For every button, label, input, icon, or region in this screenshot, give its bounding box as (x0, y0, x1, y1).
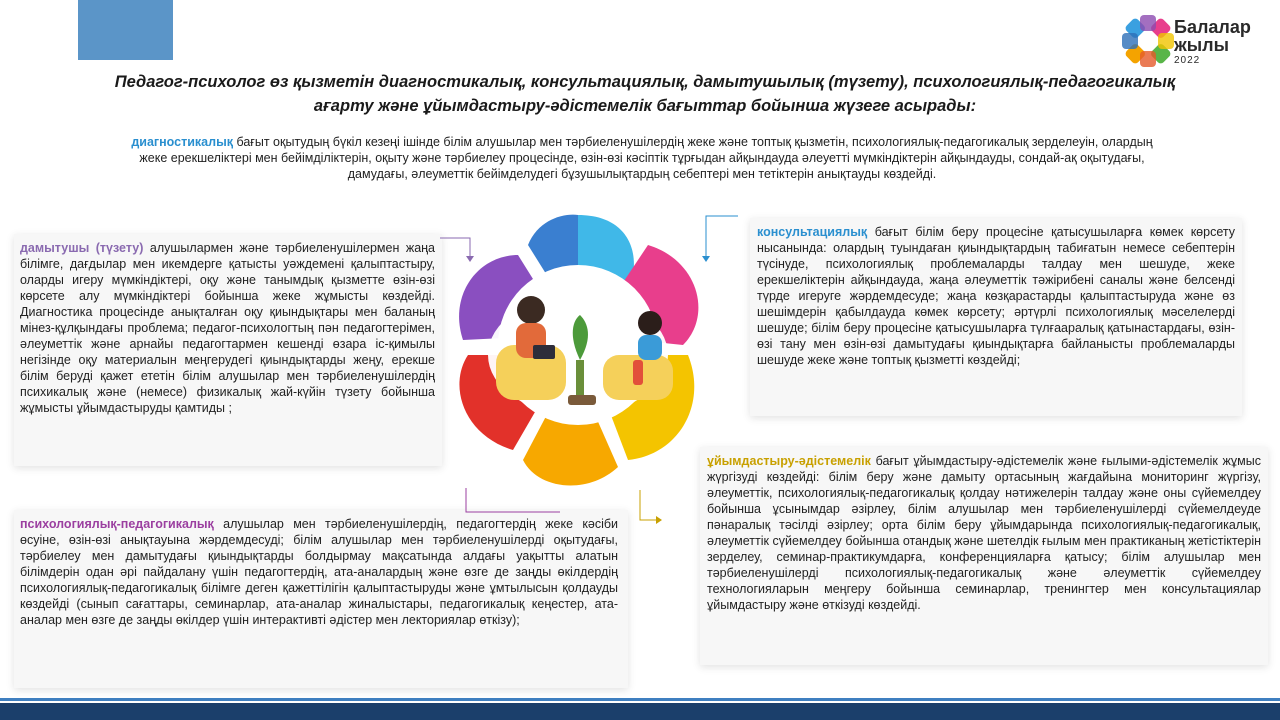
psychoeducational-keyword: психологиялық-педагогикалық (20, 517, 214, 531)
footer-accent-line (0, 698, 1280, 701)
psychoeducational-text: алушылар мен тәрбиеленушілердің, педагогтердің жеке кәсіби өсуіне, өзін-өзі анықтауына жәрдемдесуді; білім алушылар мен тәрбиеленушілерді оқытудағы, тәрбиелеу мен дамытудағы қиындықтарды болдырмау мақсатында алдағы уақытты алатын білімдерін одан әрі пайдалану үшін педагогтердің, ата-аналардың және өзге де заңды өкілдердің психологиялық-педагогикалық білімге деген қажеттілігін қалыптастыруды және ұмтылысын қолдауды көздейді (сынып сағаттары, семинарлар, ата-аналар жиналыстары, педагогикалық кеңестер, ата-аналар мен өзге де заңды өкілдер үшін интерактивті әдістер мен лекториялар өткізу); (20, 517, 618, 627)
logo-year: 2022 (1174, 55, 1201, 66)
developmental-text: алушылармен және тәрбиеленушілермен жаңа білімге, дағдылар мен икемдерге қатысты уәждемені қалыптастыру, оларды игеру мүмкіндіктері, оқу және танымдық қызметте өзін-өзі көрсете алу мүмкіндіктері бойынша жеке жұмысты көздейді. Диагностика процесінде анықталған оқу қиындықтары мен баланың мінез-құлқындағы проблема; педагог-психологтың пән педагогтерімен, әлеуметтік және арнайы педагогтармен кешенді өзара іс-қимылы негізінде оқу материалын меңгерудегі қиындықтарды жеңу, ерекше білім беруді қажет ететін білім алушылар мен тәрбиеленушілердің психикалық және (немесе) физикалық жай-күйін түзету бойынша жұмысты ұйымдастыруды қамтиды ; (20, 241, 435, 415)
developmental-paragraph (20, 240, 435, 416)
psychoeducational-paragraph (20, 516, 618, 628)
consultative-text: бағыт білім беру процесіне қатысушыларға көмек көрсету нысанында: олардың туындаған қиындықтардың табиғатын немесе себептерін түсінуде, психологиялық проблемаларды талдау мен шешуде, жеке ерекшеліктерін айқындауда, жаңа әлеуметтік тәжірибені саналы және белсенді түрде игеруге жәрдемдесуде; жаңа көзқарастарды қалыптастыруда және өз шешімдерін қабылдауда көмек көрсету; әртүрлі психологиялық мәселелерді шешуде; білім беру процесіне қатысушыларға түлғааралық қатынастардағы, өзін-өзі тану мен өзін-өзі дамытудағы қиындықтарға байланысты проблемаларды шешуде жеке және топтық қызметті көздейді; (757, 225, 1235, 367)
diagnostic-keyword: диагностикалық (131, 135, 233, 149)
diagnostic-text: бағыт оқытудың бүкіл кезеңі ішінде білім алушылар мен тәрбиеленушілердің жеке және топтық қызметін, психологиялық-педагогикалық зерделеуін, олардың жеке ерекшеліктері мен бейімділіктерін, оқыту және тәрбиелеу процесінде, өзін-өзі кәсіптік тұрғыдан айқындауда әлеуетті мүмкіндіктерін айқындауды, сондай-ақ оқытудағы, дамудағы, әлеуметтік бейімделудегі бұзушылықтардың себептері мен тетіктерін анықтауды көздейді. (139, 135, 1153, 181)
developmental-keyword: дамытушы (түзету) (20, 241, 144, 255)
organizational-paragraph (707, 453, 1261, 613)
psychologist-illustration (438, 205, 718, 495)
organizational-text: бағыт ұйымдастыру-әдістемелік және ғылыми-әдістемелік жұмыс жүргізуді көздейді: білім беру және дамыту ортасының жағдайына мониторинг жүргізу, әлеуметтік, психологиялық-педагогикалық қолдау нәтижелерін талдау және оны сүйемелдеу бойынша ұсынымдар әзірлеу, білім алушылар мен тәрбиеленушілерді сүйемелдеуде пәнаралық тәсілді әзірлеу; орта білім беру ұйымдарында психологиялық-педагогикалық, әлеуметтік сүйемелдеу бойынша отандық және шетелдік ғылым мен практиканың жетістіктерін зерделеу, семинар-практикумдарға, конференцияларға қатысу; білім алушылар мен тәрбиеленушілерді психологиялық-педагогикалық және әлеуметтік сүйемелдеу технологияларын меңгеру бойынша семинарлар, тренингтер мен консультациялар ұйымдастыру және өткізуді көздейді. (707, 454, 1261, 612)
consultative-keyword: консультациялық (757, 225, 868, 239)
organizational-keyword: ұйымдастыру-әдістемелік (707, 454, 871, 468)
header-blue-block (78, 0, 173, 60)
footer-band (0, 703, 1280, 720)
diagnostic-paragraph (122, 134, 1162, 182)
consultative-paragraph (757, 224, 1235, 368)
logo-text (1174, 18, 1251, 68)
logo-line2: жылы (1174, 35, 1229, 55)
page-heading: Педагог-психолог өз қызметін диагностикалық, консультациялық, дамытушылық (түзету), психологиялық-педагогикалық ағарту және ұйымдастыру-әдістемелік бағыттар бойынша жүзеге асырады: (114, 73, 1176, 115)
logo-line1: Балалар (1174, 17, 1251, 37)
